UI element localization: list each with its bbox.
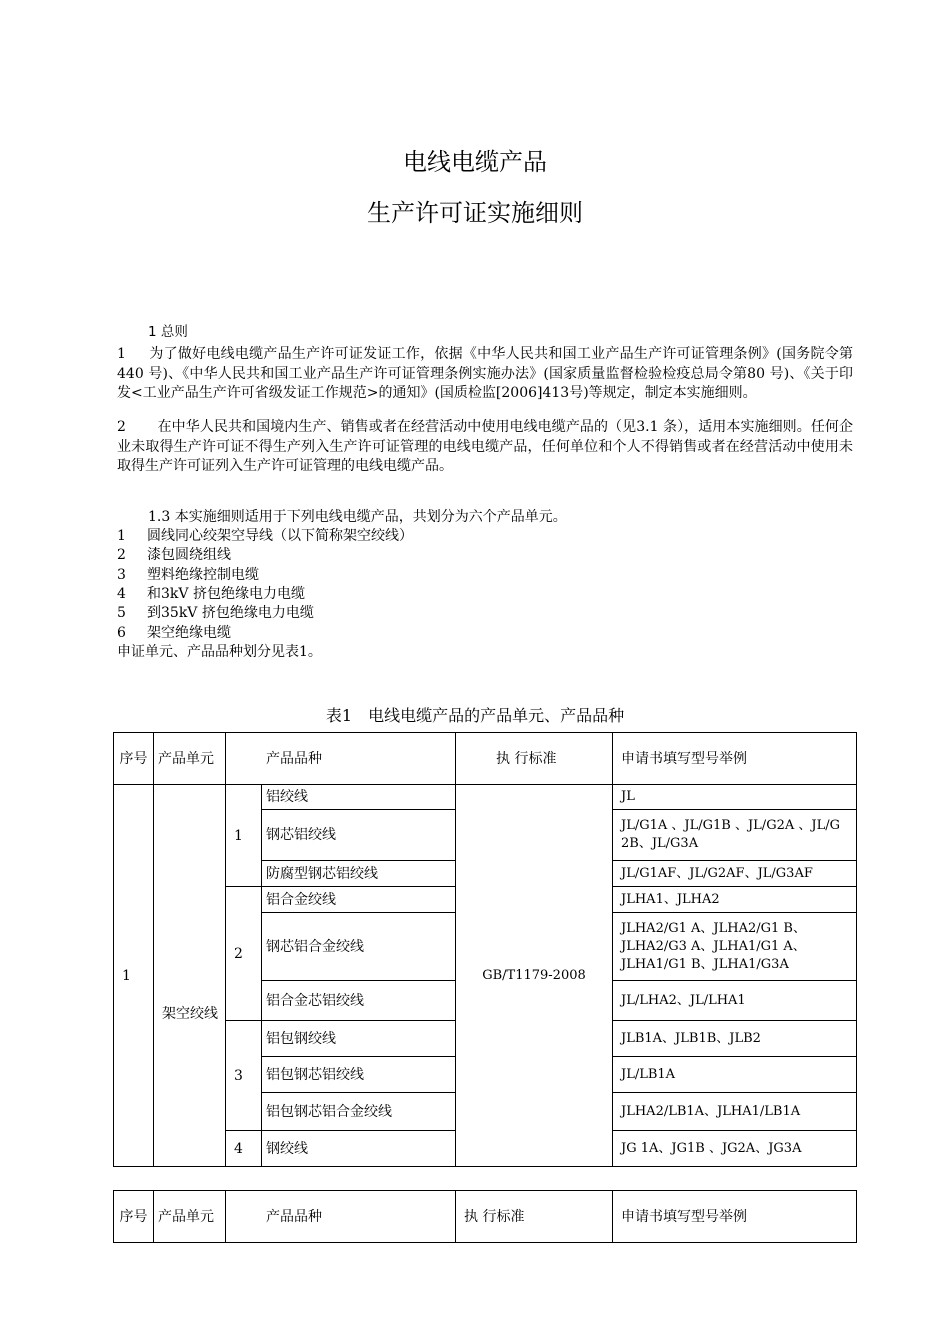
cell-group: 1	[226, 785, 262, 887]
unit-list-item: 1 圆线同心绞架空导线（以下简称架空绞线）	[117, 528, 413, 544]
unit-list-item: 3 塑料绝缘控制电缆	[117, 567, 259, 583]
document-title-line1: 电线电缆产品	[403, 148, 547, 176]
header-variety: 产品品种	[226, 1191, 456, 1243]
cell-variety: 铝合金绞线	[262, 887, 456, 913]
header-standard: 执 行标准	[456, 1191, 613, 1243]
table-header-row	[114, 1191, 857, 1243]
unit-list-item: 2 漆包圆绕组线	[117, 547, 231, 563]
header-seq: 序号	[114, 733, 154, 785]
cell-example: JL/LB1A	[613, 1057, 857, 1093]
cell-example: JLB1A、JLB1B、JLB2	[613, 1021, 857, 1057]
cell-group: 2	[226, 887, 262, 1021]
table-caption: 表1 电线电缆产品的产品单元、产品品种	[325, 706, 625, 725]
cell-group: 3	[226, 1021, 262, 1131]
header-unit: 产品单元	[154, 733, 226, 785]
product-table-continued	[113, 1190, 857, 1243]
cell-example: JLHA2/G1 A、JLHA2/G1 B、JLHA2/G3 A、JLHA1/G1 A、JLHA1/G1 B、JLHA1/G3A	[613, 913, 857, 981]
cell-variety: 铝包钢芯铝合金绞线	[262, 1093, 456, 1131]
header-variety: 产品品种	[226, 733, 456, 785]
cell-variety: 防腐型钢芯铝绞线	[262, 861, 456, 887]
cell-example: JL/G1AF、JL/G2AF、JL/G3AF	[613, 861, 857, 887]
cell-example: JLHA1、JLHA2	[613, 887, 857, 913]
cell-variety: 钢芯铝合金绞线	[262, 913, 456, 981]
header-example: 申请书填写型号举例	[613, 1191, 857, 1243]
product-table	[113, 732, 857, 1167]
cell-example: JL/G1A 、JL/G1B 、JL/G2A 、JL/G 2B、JL/G3A	[613, 810, 857, 861]
document-title-line2: 生产许可证实施细则	[367, 199, 583, 227]
paragraph-1-2-text: 在中华人民共和国境内生产、销售或者在经营活动中使用电线电缆产品的（见3.1 条），适用本实施细则。任何企业未取得生产许可证不得生产列入生产许可证管理的电线电缆产品，任何单位和个人不得销售或者在经营活动中使用未取得生产许可证列入生产许可证管理的电线电缆产品。	[117, 419, 853, 474]
unit-list-item: 6 架空绝缘电缆	[117, 625, 231, 641]
cell-variety: 铝绞线	[262, 785, 456, 810]
units-note: 申证单元、产品品种划分见表1。	[117, 644, 322, 660]
cell-variety: 铝合金芯铝绞线	[262, 981, 456, 1021]
section-heading: 1 总则	[148, 324, 188, 340]
cell-group: 4	[226, 1131, 262, 1167]
paragraph-1-1-number: 1	[117, 346, 126, 362]
cell-standard: GB/T1179-2008	[456, 785, 613, 1167]
cell-example: JL/LHA2、JL/LHA1	[613, 981, 857, 1021]
cell-variety: 钢芯铝绞线	[262, 810, 456, 861]
table-header-row	[114, 733, 857, 785]
paragraph-1-2	[117, 418, 853, 477]
header-example: 申请书填写型号举例	[613, 733, 857, 785]
header-seq: 序号	[114, 1191, 154, 1243]
unit-list-item: 4 和3kV 挤包绝缘电力电缆	[117, 586, 305, 602]
cell-variety: 钢绞线	[262, 1131, 456, 1167]
paragraph-1-3: 1.3 本实施细则适用于下列电线电缆产品，共划分为六个产品单元。	[148, 509, 567, 525]
header-standard: 执 行标准	[456, 733, 613, 785]
cell-seq: 1	[114, 785, 154, 1167]
cell-variety: 铝包钢芯铝绞线	[262, 1057, 456, 1093]
paragraph-1-1	[117, 345, 853, 404]
cell-example: JLHA2/LB1A、JLHA1/LB1A	[613, 1093, 857, 1131]
cell-example: JG 1A、JG1B 、JG2A、JG3A	[613, 1131, 857, 1167]
cell-variety: 铝包钢绞线	[262, 1021, 456, 1057]
unit-list-item: 5 到35kV 挤包绝缘电力电缆	[117, 605, 314, 621]
table-row	[114, 785, 857, 810]
paragraph-1-1-text: 为了做好电线电缆产品生产许可证发证工作，依据《中华人民共和国工业产品生产许可证管理条例》(国务院令第440 号)、《中华人民共和国工业产品生产许可证管理条例实施办法》(国家质量监督检验检疫总局令第80 号)、《关于印发<工业产品生产许可省级发证工作规范>的通知》(国质检监[2006]413号)等规定，制定本实施细则。	[117, 346, 853, 401]
cell-unit: 架空绞线	[154, 785, 226, 1167]
cell-example: JL	[613, 785, 857, 810]
header-unit: 产品单元	[154, 1191, 226, 1243]
paragraph-1-2-number: 2	[117, 419, 126, 435]
